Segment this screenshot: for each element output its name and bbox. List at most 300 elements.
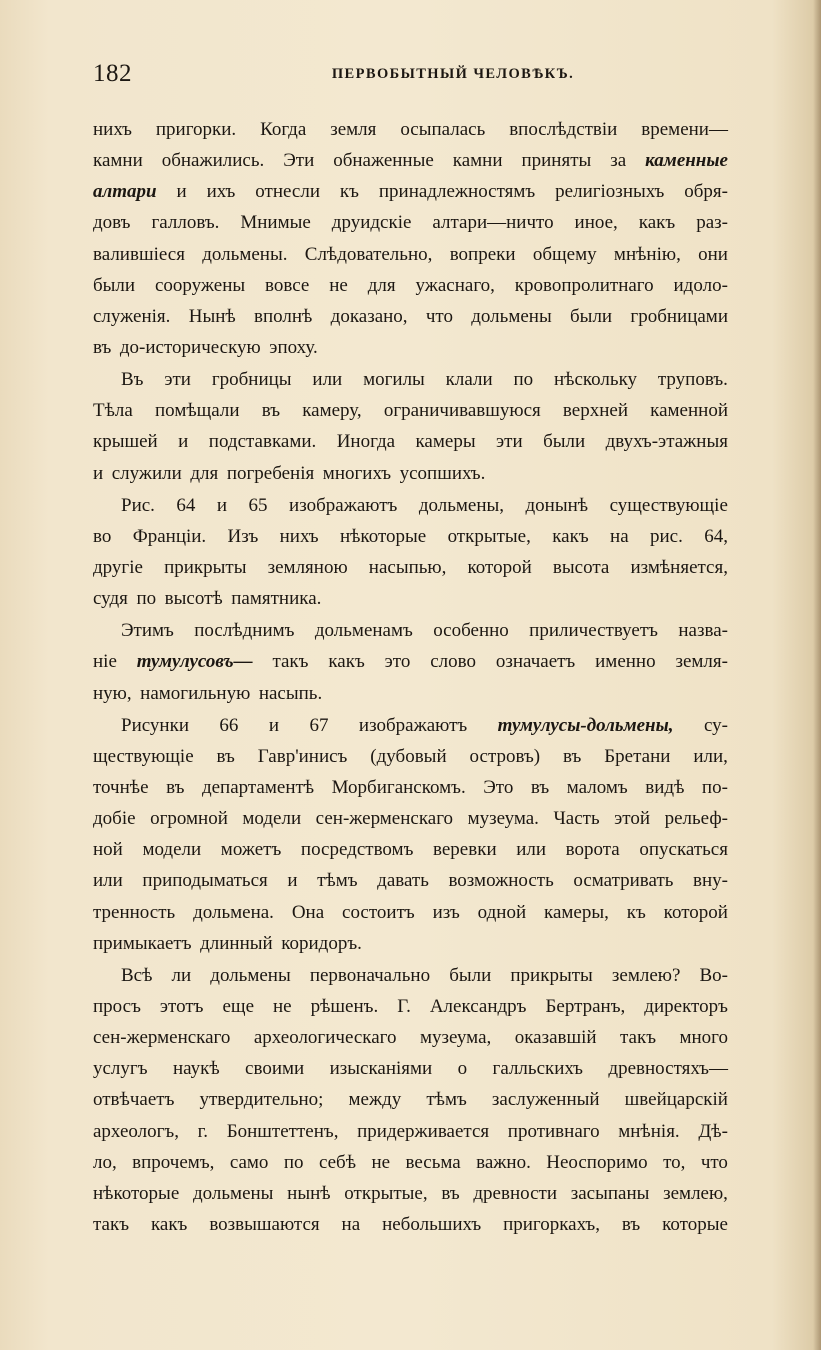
word: въ <box>166 776 185 798</box>
word: ніе <box>93 651 117 673</box>
word: (дубовый <box>370 745 447 767</box>
word: мнѣнію, <box>613 243 681 265</box>
word: друидскіе <box>331 212 412 234</box>
word: Франціи. <box>132 525 207 547</box>
word: не <box>371 1151 391 1173</box>
text-line <box>93 552 728 583</box>
word: возможность <box>448 870 554 892</box>
word: Во- <box>699 964 728 986</box>
word: Это <box>483 776 514 798</box>
word: этотъ <box>159 995 204 1017</box>
word: Г. <box>397 995 411 1017</box>
word: модели <box>142 839 202 861</box>
word: по <box>513 369 534 391</box>
word: длинный <box>200 932 273 954</box>
text-line <box>93 678 728 709</box>
word: археологическаго <box>253 1027 397 1049</box>
word: въ <box>621 1213 641 1235</box>
word: Неоспоримо <box>546 1151 648 1173</box>
word: галловъ. <box>151 212 220 234</box>
word: общему <box>532 243 597 265</box>
word: г. <box>197 1120 209 1142</box>
word: и <box>93 462 104 484</box>
word: мнѣнія. <box>618 1120 680 1142</box>
word: слово <box>430 651 476 673</box>
word: времени— <box>641 119 728 140</box>
word: камеры <box>415 431 476 453</box>
word: нѣкоторые <box>339 525 427 547</box>
page-header <box>93 60 728 90</box>
page-number: 182 <box>93 60 132 87</box>
word: важно. <box>476 1151 531 1173</box>
word: Рис. <box>121 494 155 516</box>
word: отнесли <box>255 181 320 203</box>
word: двухъ-этажныя <box>605 431 728 453</box>
word: вполнѣ <box>254 305 313 327</box>
word: о <box>457 1058 468 1080</box>
text-line <box>93 803 728 834</box>
text-line <box>93 521 728 552</box>
word: дольменамъ <box>314 620 413 642</box>
word: 65 <box>248 494 268 516</box>
word: погребенія <box>226 462 315 484</box>
word: гробницы <box>211 369 292 391</box>
word: или, <box>693 745 728 767</box>
word: приподыматься <box>142 870 268 892</box>
word: просъ <box>93 995 141 1017</box>
word: камеры, <box>544 901 609 923</box>
word: служенія. <box>93 305 171 327</box>
text-line <box>93 1084 728 1115</box>
word: высотѣ <box>164 588 223 610</box>
word: заслуженный <box>491 1089 600 1111</box>
word: другіе <box>93 556 143 578</box>
word: ворота <box>565 839 620 861</box>
word: по <box>136 588 157 610</box>
word: они <box>698 243 728 265</box>
word: оказавшій <box>514 1027 597 1049</box>
emphasized-word: тумулусовъ— <box>136 651 253 673</box>
word: рис. <box>650 525 683 547</box>
word: были <box>449 964 492 986</box>
text-line <box>93 145 728 176</box>
word: по <box>283 1151 304 1173</box>
word: были <box>93 274 136 296</box>
text-line <box>93 834 728 865</box>
word: точнѣе <box>93 776 149 798</box>
word: ихъ <box>206 181 236 203</box>
word: или <box>93 870 123 892</box>
word: осыпалась <box>400 119 486 140</box>
running-head: ПЕРВОБЫТНЫЙ ЧЕЛОВѢКЪ. <box>331 66 575 82</box>
word: впрочемъ, <box>132 1151 215 1173</box>
text-line <box>93 395 728 426</box>
word: музеума, <box>419 1027 492 1049</box>
word: по- <box>701 776 728 798</box>
text-line <box>93 490 728 521</box>
text-line <box>93 1053 728 1084</box>
text-line <box>93 458 728 489</box>
word: рѣшенъ. <box>310 995 379 1017</box>
word: это <box>384 651 411 673</box>
word: обря- <box>684 181 728 203</box>
word: услугъ <box>93 1058 148 1080</box>
word: сен-жерменскаго <box>315 808 454 830</box>
word: тѣмъ <box>426 1089 467 1111</box>
word: для <box>190 462 219 484</box>
word: на <box>341 1213 361 1235</box>
word: въ <box>216 745 235 767</box>
word: еще <box>222 995 254 1017</box>
text-line <box>93 772 728 803</box>
page-spine-shadow <box>813 0 821 1350</box>
word: Часть <box>553 808 600 830</box>
word: вовсе <box>265 274 310 296</box>
word: которые <box>662 1213 728 1235</box>
word: тренность <box>93 901 176 923</box>
word: вну- <box>693 870 728 892</box>
word: состоитъ <box>342 901 415 923</box>
word: дольмены. <box>202 243 288 265</box>
word: пригоркахъ, <box>503 1213 600 1235</box>
word: подставками. <box>208 431 317 453</box>
word: могилы <box>363 369 425 391</box>
word: ли <box>171 964 192 986</box>
word: обнаженные <box>333 150 434 172</box>
text-line <box>93 332 728 363</box>
word: возвышаются <box>209 1213 320 1235</box>
word: кровопролитнаго <box>514 274 654 296</box>
word: ществующіе <box>93 745 194 767</box>
word: земля <box>330 119 377 140</box>
word: Иногда <box>336 431 396 453</box>
word: и <box>287 870 298 892</box>
text-line <box>93 1116 728 1147</box>
word: Бретани <box>604 745 671 767</box>
word: дольмены, <box>418 494 505 516</box>
word: Слѣдовательно, <box>304 243 433 265</box>
word: Тѣла <box>93 400 133 422</box>
word: какъ <box>328 651 365 673</box>
word: были <box>570 305 613 327</box>
word: Рисунки <box>121 714 189 736</box>
word: отвѣчаетъ <box>93 1089 175 1111</box>
word: директоръ <box>644 995 728 1017</box>
word: древностяхъ— <box>608 1058 728 1080</box>
word: особенно <box>433 620 509 642</box>
text-line <box>93 301 728 332</box>
word: именно <box>595 651 656 673</box>
word: что <box>425 305 453 327</box>
word: валившіеся <box>93 243 185 265</box>
word: давать <box>377 870 429 892</box>
word: Мнимые <box>240 212 311 234</box>
word: Она <box>291 901 325 923</box>
word: такъ <box>272 651 309 673</box>
word: не <box>273 995 292 1017</box>
word: прикрыты <box>510 964 593 986</box>
text-line <box>93 270 728 301</box>
word: камни <box>93 150 143 172</box>
text-line <box>93 1022 728 1053</box>
text-line <box>93 710 728 741</box>
word: послѣднимъ <box>194 620 295 642</box>
word: нихъ <box>279 525 319 547</box>
word: утвердительно; <box>199 1089 324 1111</box>
word: департаментѣ <box>201 776 315 798</box>
word: изображаютъ <box>358 714 468 736</box>
word: опускаться <box>639 839 728 861</box>
word: Изъ <box>227 525 259 547</box>
word: насыпью, <box>368 556 447 578</box>
word: гробницами <box>630 305 728 327</box>
text-line <box>93 615 728 646</box>
word: музеума. <box>467 808 539 830</box>
word: нѣскольку <box>553 369 638 391</box>
word: дольмены <box>210 964 291 986</box>
text-line <box>93 1209 728 1240</box>
text-line <box>93 114 728 145</box>
word: ную, <box>93 682 132 704</box>
text-line <box>93 897 728 928</box>
word: пригорки. <box>155 119 237 140</box>
word: иное, <box>574 212 618 234</box>
word: какъ <box>552 525 589 547</box>
text-line <box>93 364 728 395</box>
word: су- <box>703 714 728 736</box>
word: Бертранъ, <box>545 995 626 1017</box>
word: которой <box>663 901 728 923</box>
word: въ <box>530 776 550 798</box>
word: въ <box>261 400 281 422</box>
word: служили <box>111 462 182 484</box>
word: религіозныхъ <box>555 181 665 203</box>
text-line <box>93 1178 728 1209</box>
word: такъ <box>93 1213 130 1235</box>
word: до-историческую <box>119 336 261 358</box>
word: крышей <box>93 431 158 453</box>
text-line <box>93 741 728 772</box>
word: то, <box>663 1151 686 1173</box>
word: измѣняется, <box>630 556 728 578</box>
word: Этимъ <box>121 620 174 642</box>
word: были <box>543 431 586 453</box>
word: 64 <box>176 494 196 516</box>
word: въ <box>93 336 112 358</box>
word: одной <box>477 901 527 923</box>
word: или <box>312 369 343 391</box>
word: древности <box>473 1182 557 1204</box>
word: памятника. <box>231 588 322 610</box>
word: что <box>700 1151 728 1173</box>
word: раз- <box>696 212 728 234</box>
word: небольшихъ <box>382 1213 482 1235</box>
word: за <box>610 150 627 172</box>
word: весьма <box>405 1151 461 1173</box>
word: нѣкоторые <box>93 1182 180 1204</box>
word: въ <box>563 745 582 767</box>
word: помѣщали <box>155 400 240 422</box>
word: впослѣдствіи <box>509 119 618 140</box>
word: Александръ <box>429 995 527 1017</box>
word: намогильную <box>140 682 251 704</box>
word: на <box>610 525 629 547</box>
word: и <box>268 714 280 736</box>
word: между <box>348 1089 402 1111</box>
word: Нынѣ <box>188 305 236 327</box>
word: такъ <box>620 1027 657 1049</box>
word: къ <box>339 181 359 203</box>
word: засыпаны <box>570 1182 650 1204</box>
word: алтари—ничто <box>432 212 554 234</box>
text-line <box>93 426 728 457</box>
word: для <box>367 274 396 296</box>
word: видѣ <box>645 776 685 798</box>
word: своими <box>245 1058 305 1080</box>
word: археологъ, <box>93 1120 179 1142</box>
word: и <box>178 431 189 453</box>
text-line <box>93 646 728 677</box>
text-line <box>93 583 728 614</box>
word: галльскихъ <box>492 1058 584 1080</box>
word: или <box>516 839 547 861</box>
word: труповъ. <box>657 369 728 391</box>
word: какъ <box>150 1213 188 1235</box>
word: ограничивавшуюся <box>383 400 541 422</box>
word: во <box>93 525 112 547</box>
word: модели <box>242 808 302 830</box>
word: Дѣ- <box>698 1120 728 1142</box>
word: въ <box>441 1182 460 1204</box>
word: эти <box>164 369 191 391</box>
word: нихъ <box>93 119 132 140</box>
word: земляною <box>267 556 348 578</box>
word: не <box>329 274 348 296</box>
word: тѣмъ <box>317 870 358 892</box>
word: существующіе <box>609 494 728 516</box>
word: добіе <box>93 808 136 830</box>
word: ужаснаго, <box>415 274 495 296</box>
word: вопреки <box>449 243 516 265</box>
word: изысканіями <box>329 1058 433 1080</box>
word: наукѣ <box>172 1058 220 1080</box>
word: землею? <box>611 964 681 986</box>
word: сен-жерменскаго <box>93 1027 231 1049</box>
text-line <box>93 207 728 238</box>
word: приняты <box>521 150 592 172</box>
word: насыпь. <box>258 682 323 704</box>
word: 67 <box>309 714 329 736</box>
word: придерживается <box>357 1120 490 1142</box>
word: землею, <box>663 1182 728 1204</box>
word: назва- <box>678 620 728 642</box>
word: принадлежностямъ <box>378 181 536 203</box>
text-line <box>93 865 728 896</box>
word: эпоху. <box>269 336 318 358</box>
word: открытые, <box>447 525 531 547</box>
word: какъ <box>638 212 676 234</box>
word: высота <box>552 556 610 578</box>
word: земля- <box>675 651 728 673</box>
word: примыкаетъ <box>93 932 192 954</box>
word: островъ) <box>469 745 541 767</box>
word: прикрыты <box>164 556 247 578</box>
word: Когда <box>260 119 307 140</box>
word: швейцарскій <box>624 1089 728 1111</box>
text-line <box>93 928 728 959</box>
word: довъ <box>93 212 131 234</box>
word: этой <box>614 808 651 830</box>
word: верхней <box>562 400 628 422</box>
word: много <box>679 1027 728 1049</box>
word: изображаютъ <box>289 494 398 516</box>
text-line <box>93 1147 728 1178</box>
word: ло, <box>93 1151 117 1173</box>
word: каменной <box>650 400 728 422</box>
word: огромной <box>150 808 228 830</box>
word: посредствомъ <box>300 839 414 861</box>
word: судя <box>93 588 128 610</box>
word: веревки <box>433 839 497 861</box>
text-line <box>93 960 728 991</box>
word: клали <box>445 369 493 391</box>
word: само <box>229 1151 269 1173</box>
word: дольмена. <box>193 901 274 923</box>
word: Бонштеттенъ, <box>226 1120 339 1142</box>
word: Эти <box>283 150 315 172</box>
word: Въ <box>121 369 144 391</box>
word: нынѣ <box>287 1182 331 1204</box>
word: донынѣ <box>525 494 589 516</box>
word: осматривать <box>573 870 674 892</box>
word: сооружены <box>154 274 246 296</box>
word: обнажились. <box>161 150 265 172</box>
word: коридоръ. <box>281 932 362 954</box>
word: открытые, <box>344 1182 428 1204</box>
word: первоначально <box>309 964 431 986</box>
word: усопшихъ. <box>399 462 486 484</box>
text-line <box>93 239 728 270</box>
word: которой <box>467 556 532 578</box>
word: Всѣ <box>121 964 153 986</box>
word: многихъ <box>322 462 392 484</box>
word: камеру, <box>302 400 362 422</box>
word: и <box>176 181 187 203</box>
word: и <box>216 494 228 516</box>
word: дольмены <box>192 1182 274 1204</box>
word: Морбиганскомъ. <box>331 776 466 798</box>
word: можетъ <box>220 839 282 861</box>
word: изъ <box>432 901 460 923</box>
word: рельеф- <box>664 808 728 830</box>
word: себѣ <box>318 1151 357 1173</box>
word: идоло- <box>673 274 728 296</box>
word: къ <box>626 901 646 923</box>
word: приличествуетъ <box>529 620 658 642</box>
word: Гавр'инисъ <box>257 745 348 767</box>
word: ной <box>93 839 123 861</box>
word: противнаго <box>507 1120 600 1142</box>
emphasized-word: тумулусы-дольмены, <box>497 714 674 736</box>
word: маломъ <box>566 776 628 798</box>
word: дольмены <box>471 305 552 327</box>
word: означаетъ <box>495 651 576 673</box>
body-text <box>93 114 728 1240</box>
word: доказано, <box>330 305 408 327</box>
word: 64, <box>704 525 728 547</box>
text-line <box>93 176 728 207</box>
word: эти <box>496 431 523 453</box>
